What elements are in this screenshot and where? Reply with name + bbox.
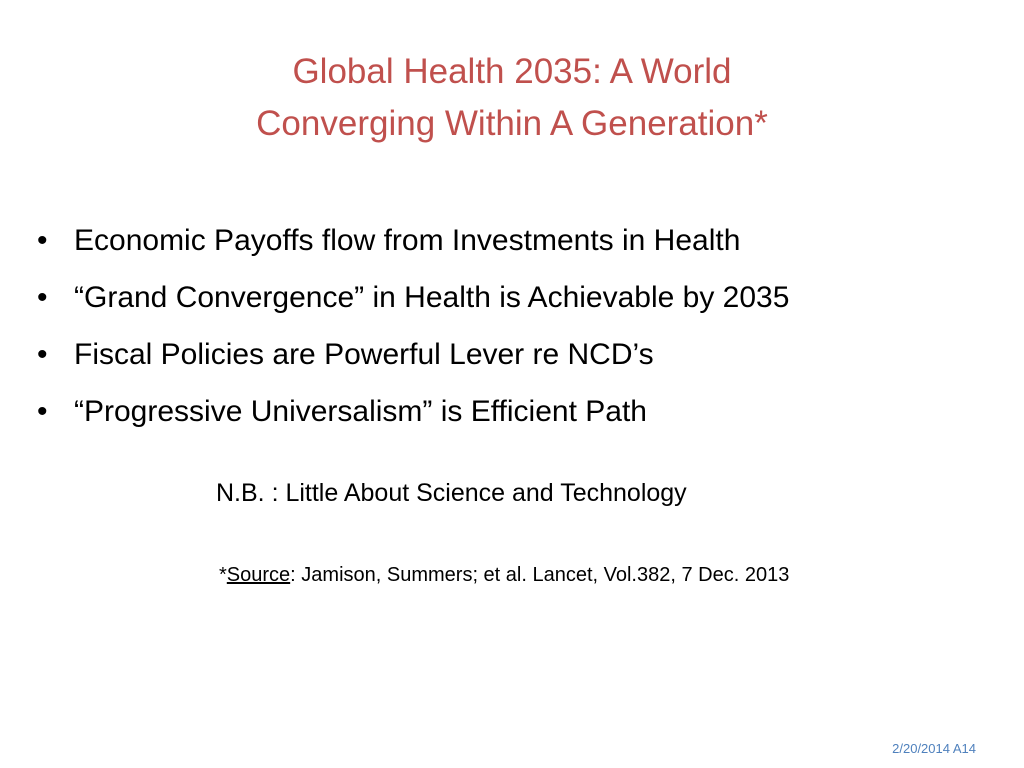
bullet-icon: • [37, 338, 48, 371]
slide-footer: 2/20/2014 A14 [892, 741, 976, 756]
slide-title-line-1: Global Health 2035: A World [292, 52, 732, 91]
bullet-item-economic-payoffs [37, 212, 997, 269]
slide-title-line-2: Converging Within A Generation* [256, 104, 768, 143]
bullet-icon: • [37, 281, 48, 314]
bullet-item-progressive-universalism [37, 383, 997, 440]
bullet-text: Economic Payoffs flow from Investments in Health [74, 224, 741, 257]
nb-note: N.B. : Little About Science and Technology [216, 479, 687, 507]
source-text: : Jamison, Summers; et al. Lancet, Vol.382, 7 Dec. 2013 [290, 564, 790, 586]
bullet-text: Fiscal Policies are Powerful Lever re NCD’s [74, 338, 654, 371]
source-label: Source [226, 564, 291, 586]
bullet-text: “Progressive Universalism” is Efficient Path [74, 395, 647, 428]
bullet-list [37, 212, 997, 440]
bullet-item-fiscal-policies [37, 326, 997, 383]
source-citation [219, 561, 789, 589]
bullet-item-grand-convergence [37, 269, 997, 326]
bullet-icon: • [37, 224, 48, 257]
bullet-icon: • [37, 395, 48, 428]
source-asterisk: * [219, 564, 227, 586]
slide-title [112, 46, 912, 150]
bullet-text: “Grand Convergence” in Health is Achievable by 2035 [74, 281, 790, 314]
